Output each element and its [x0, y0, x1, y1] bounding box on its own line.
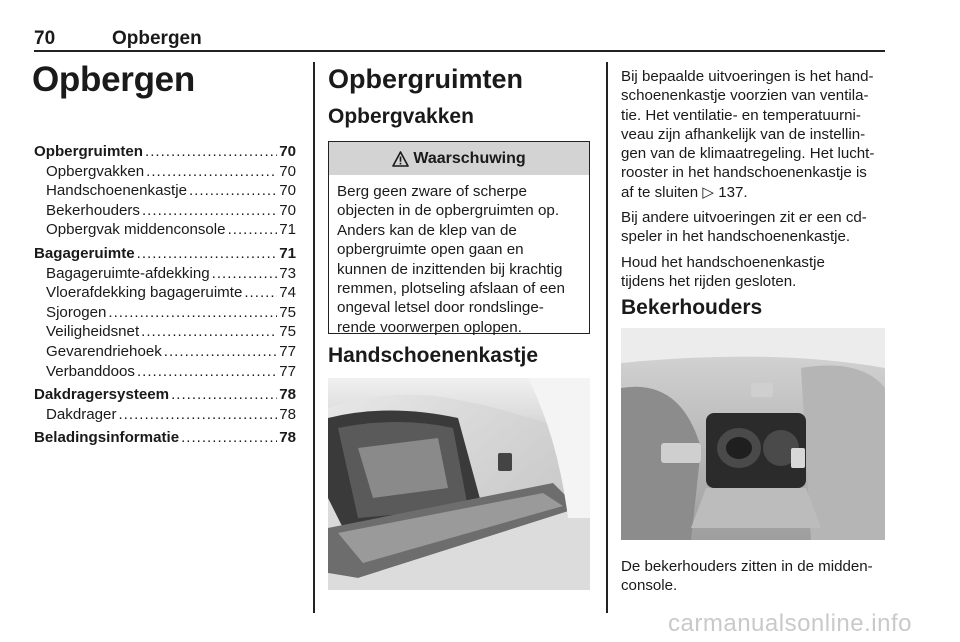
- toc-row: [34, 362, 296, 382]
- toc-label[interactable]: Bagageruimte: [34, 244, 135, 262]
- toc-row: [34, 220, 296, 240]
- subsection-heading-handschoenenkastje: Handschoenenkastje: [328, 344, 539, 367]
- toc-page[interactable]: 75: [279, 323, 296, 341]
- toc-page[interactable]: 77: [279, 362, 296, 380]
- warning-box: [328, 141, 590, 334]
- warning-text: [329, 175, 589, 337]
- toc-page[interactable]: 73: [279, 264, 296, 282]
- toc-label[interactable]: Handschoenenkastje: [46, 182, 187, 200]
- toc-page[interactable]: 75: [279, 303, 296, 321]
- table-of-contents: [34, 142, 296, 448]
- toc-row: [34, 181, 296, 201]
- toc-row: [34, 283, 296, 303]
- section-heading: Opbergruimten: [328, 64, 524, 94]
- text-line: tijdens het rijden gesloten.: [621, 272, 797, 290]
- toc-label[interactable]: Opbergruimten: [34, 143, 144, 160]
- toc-label[interactable]: Vloerafdekking bagageruimte: [46, 284, 243, 302]
- paragraph: [621, 67, 887, 202]
- toc-page[interactable]: 70: [279, 143, 296, 160]
- text-line: rooster in het handschoenenkastje is: [621, 164, 867, 182]
- toc-page[interactable]: 77: [279, 342, 296, 360]
- warning-line: Berg geen zware of scherpe: [337, 183, 527, 200]
- toc-row: [34, 162, 296, 182]
- toc-page[interactable]: 71: [279, 221, 296, 239]
- paragraph: [621, 253, 887, 292]
- toc-label[interactable]: Verbanddoos: [46, 362, 135, 380]
- warning-line: Anders kan de klep van de: [337, 221, 517, 239]
- toc-row: [34, 385, 296, 405]
- text-line: schoenenkastje voorzien van ventila-: [621, 87, 869, 105]
- running-header: Opbergen: [112, 28, 202, 49]
- paragraph: [621, 208, 887, 247]
- column-divider-1: [313, 62, 315, 613]
- toc-label[interactable]: Opbergvak middenconsole: [46, 221, 226, 239]
- chapter-title: Opbergen: [32, 60, 195, 99]
- toc-page[interactable]: 70: [279, 201, 296, 219]
- header-rule: [34, 50, 885, 52]
- toc-page[interactable]: 78: [279, 386, 296, 404]
- warning-line: rende voorwerpen oplopen.: [337, 318, 522, 336]
- toc-page[interactable]: 78: [279, 405, 296, 423]
- warning-line: remmen, plotseling afslaan of een: [337, 280, 565, 298]
- warning-title: Waarschuwing: [413, 149, 526, 167]
- toc-row: [34, 142, 296, 162]
- toc-row: [34, 342, 296, 362]
- toc-row: [34, 264, 296, 284]
- toc-page[interactable]: 74: [279, 284, 296, 302]
- subsection-heading-bekerhouders: Bekerhouders: [621, 296, 763, 319]
- column-divider-2: [606, 62, 608, 613]
- toc-page[interactable]: 78: [279, 429, 296, 447]
- toc-label[interactable]: Bagageruimte-afdekking: [46, 264, 210, 282]
- toc-row: [34, 322, 296, 342]
- glovebox-photo: [328, 378, 590, 590]
- toc-row: [34, 244, 296, 264]
- text-line: console.: [621, 577, 678, 595]
- cupholder-photo: [621, 328, 885, 540]
- warning-line: opbergruimte open gaan en: [337, 241, 524, 259]
- toc-label[interactable]: Dakdragersysteem: [34, 386, 170, 404]
- text-line: speler in het handschoenenkastje.: [621, 228, 851, 246]
- toc-page[interactable]: 71: [279, 244, 296, 262]
- page-number: 70: [34, 28, 56, 49]
- text-line: Bij andere uitvoeringen zit er een cd-: [621, 209, 867, 227]
- text-line: gen van de klimaatregeling. Het lucht-: [621, 145, 875, 163]
- text-line-with-page-reference[interactable]: af te sluiten ▷ 137.: [621, 183, 748, 201]
- toc-page[interactable]: 70: [279, 162, 296, 180]
- text-line: veau zijn afhankelijk van de instellin-: [621, 125, 866, 143]
- toc-row: [34, 201, 296, 221]
- toc-label[interactable]: Dakdrager: [46, 405, 117, 423]
- warning-line: objecten in de opbergruimten op.: [337, 202, 560, 220]
- toc-label[interactable]: Beladingsinformatie: [34, 429, 180, 447]
- glovebox-text-column: [621, 67, 887, 297]
- toc-row: [34, 428, 296, 448]
- toc-row: [34, 405, 296, 425]
- toc-page[interactable]: 70: [279, 182, 296, 200]
- text-line: tie. Het ventilatie- en temperatuurni-: [621, 106, 861, 124]
- cupholder-caption: [621, 557, 887, 602]
- toc-label[interactable]: Opbergvakken: [46, 162, 145, 180]
- toc-row: [34, 303, 296, 323]
- warning-line: ongeval letsel door rondslinge-: [337, 299, 544, 317]
- toc-label[interactable]: Veiligheidsnet: [46, 323, 140, 341]
- text-line: De bekerhouders zitten in de midden-: [621, 558, 873, 575]
- text-line: Houd het handschoenenkastje: [621, 253, 825, 271]
- toc-label[interactable]: Sjorogen: [46, 303, 107, 321]
- watermark: carmanualsonline.info: [668, 610, 912, 637]
- paragraph: [621, 557, 887, 596]
- text-line: Bij bepaalde uitvoeringen is het hand-: [621, 68, 874, 85]
- warning-line: kunnen de inzittenden bij krachtig: [337, 260, 563, 278]
- warning-header: [329, 142, 589, 175]
- warning-triangle-icon: [392, 151, 409, 167]
- subsection-heading-opbergvakken: Opbergvakken: [328, 105, 474, 128]
- toc-label[interactable]: Gevarendriehoek: [46, 342, 162, 360]
- toc-label[interactable]: Bekerhouders: [46, 201, 140, 219]
